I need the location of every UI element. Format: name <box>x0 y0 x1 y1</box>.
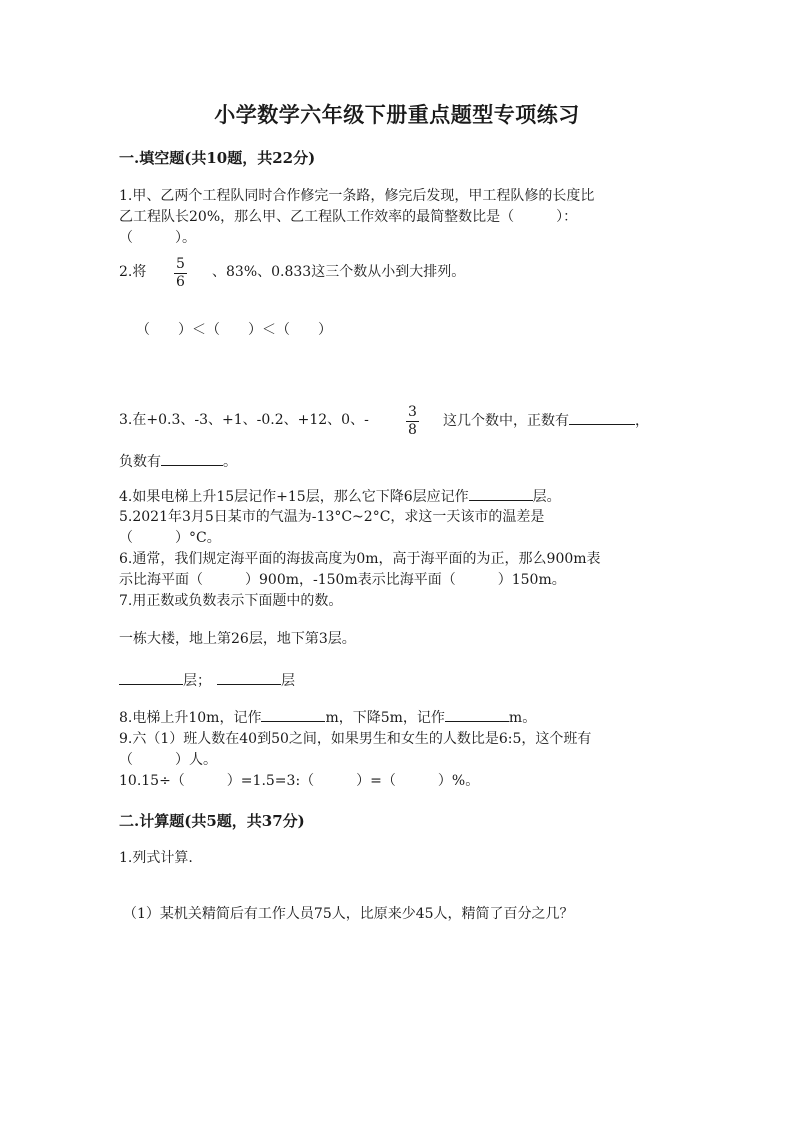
q7-answer-a: 层； <box>183 673 211 689</box>
section-2-heading: 二.计算题(共5题，共37分) <box>119 812 305 830</box>
q3-period: 。 <box>223 454 237 470</box>
q2-fraction-numerator: 5 <box>176 256 185 272</box>
q8-fall-blank[interactable] <box>445 707 509 722</box>
q3-prefix: 3.在+0.3、-3、+1、-0.2、+12、0、- <box>119 412 369 428</box>
q2-suffix: 、83%、0.833这三个数从小到大排列。 <box>212 264 466 280</box>
q3-positive-blank[interactable] <box>569 410 635 425</box>
q8-text-c: m。 <box>508 710 537 726</box>
q2-fraction-denominator: 6 <box>176 274 185 290</box>
q2-fraction <box>174 256 187 291</box>
q8-text-b: m，下降5m，记作 <box>325 710 445 726</box>
q5-line-2: （ ）°C。 <box>119 530 221 546</box>
q10-line: 10.15÷（ ）=1.5=3:（ ）=（ ）%。 <box>119 773 480 789</box>
q8-rise-blank[interactable] <box>261 707 325 722</box>
q7-line-2: 一栋大楼，地上第26层，地下第3层。 <box>119 631 356 647</box>
q9-line-2: （ ）人。 <box>119 752 217 768</box>
page-title: 小学数学六年级下册重点题型专项练习 <box>214 102 580 127</box>
q2-prefix: 2.将 <box>119 264 147 280</box>
q3-comma: ， <box>635 413 649 429</box>
q7-answer-b: 层 <box>281 673 295 689</box>
q8-text-a: 8.电梯上升10m，记作 <box>119 710 262 726</box>
q1-line-3: （ ）。 <box>119 230 196 246</box>
s2-q1-title: 1.列式计算. <box>119 850 193 866</box>
q4-suffix: 层。 <box>532 489 561 505</box>
q1-line-1: 1.甲、乙两个工程队同时合作修完一条路，修完后发现，甲工程队修的长度比 <box>119 188 595 204</box>
q1-line-2: 乙工程队长20%，那么甲、乙工程队工作效率的最简整数比是（ ）： <box>119 209 578 225</box>
q6-line-2: 示比海平面（ ）900m，-150m表示比海平面（ ）150m。 <box>119 572 566 588</box>
q7-underground-blank[interactable] <box>217 670 281 685</box>
q4-line <box>119 486 561 508</box>
section-1-heading: 一.填空题(共10题，共22分) <box>119 149 316 167</box>
q3-fraction-denominator: 8 <box>408 422 417 438</box>
s2-q1-subquestion: （1）某机关精简后有工作人员75人，比原来少45人，精简了百分之几？ <box>123 906 574 922</box>
q5-line-1: 5.2021年3月5日某市的气温为-13°C~2°C，求这一天该市的温差是 <box>119 509 545 525</box>
q4-blank[interactable] <box>469 486 533 501</box>
q3-suffix <box>443 410 649 432</box>
q7-above-ground-blank[interactable] <box>119 670 183 685</box>
q3-line-2 <box>119 451 237 473</box>
q2-answer-blanks: （ ）＜（ ）＜（ ） <box>136 322 332 338</box>
q6-line-1: 6.通常，我们规定海平面的海拔高度为0m，高于海平面的为正，那么900m表 <box>119 551 601 567</box>
q7-line-1: 7.用正数或负数表示下面题中的数。 <box>119 593 343 609</box>
q9-line-1: 9.六（1）班人数在40到50之间，如果男生和女生的人数比是6:5，这个班有 <box>119 731 592 747</box>
q7-answer <box>119 670 295 692</box>
q3-negative-blank[interactable] <box>161 451 223 466</box>
q8-line <box>119 707 536 729</box>
q4-text: 4.如果电梯上升15层记作+15层，那么它下降6层应记作 <box>119 489 469 505</box>
q3-line-2-text: 负数有 <box>119 454 161 470</box>
q3-fraction-numerator: 3 <box>408 404 417 420</box>
q3-fraction <box>406 404 419 439</box>
q3-suffix-text: 这几个数中，正数有 <box>443 413 569 429</box>
